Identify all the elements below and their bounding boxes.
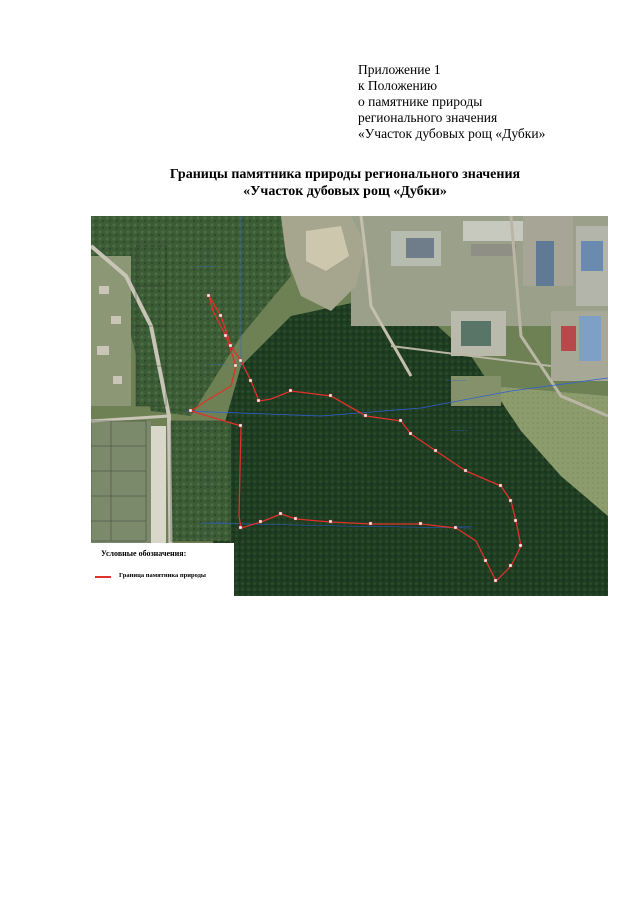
annex-header bbox=[358, 62, 545, 142]
annex-line-2: к Положению bbox=[358, 78, 438, 93]
document-title bbox=[0, 166, 640, 200]
annex-line-4: регионального значения bbox=[358, 110, 498, 125]
boundary-line-swatch bbox=[95, 576, 111, 578]
title-line-2: «Участок дубовых рощ «Дубки» bbox=[243, 184, 447, 199]
svg-text:~~~~~: ~~~~~ bbox=[456, 524, 473, 529]
svg-text:~~~~~: ~~~~~ bbox=[451, 428, 468, 433]
map-legend bbox=[91, 543, 234, 596]
legend-boundary-label: Граница памятника природы bbox=[119, 572, 206, 579]
annex-line-3: о памятнике природы bbox=[358, 94, 483, 109]
svg-text:~~~~~: ~~~~~ bbox=[211, 520, 228, 525]
satellite-map bbox=[91, 216, 608, 596]
legend-title: Условные обозначения: bbox=[101, 549, 187, 558]
title-line-1: Границы памятника природы регионального значения bbox=[169, 167, 521, 182]
annex-line-5: «Участок дубовых рощ «Дубки» bbox=[358, 126, 546, 141]
map-image bbox=[91, 216, 608, 596]
svg-text:~~~~~~: ~~~~~~ bbox=[196, 264, 217, 269]
svg-text:~~~~~: ~~~~~ bbox=[211, 362, 228, 367]
svg-text:~~~~~~: ~~~~~~ bbox=[446, 378, 467, 383]
annex-line-1: Приложение 1 bbox=[358, 62, 441, 77]
